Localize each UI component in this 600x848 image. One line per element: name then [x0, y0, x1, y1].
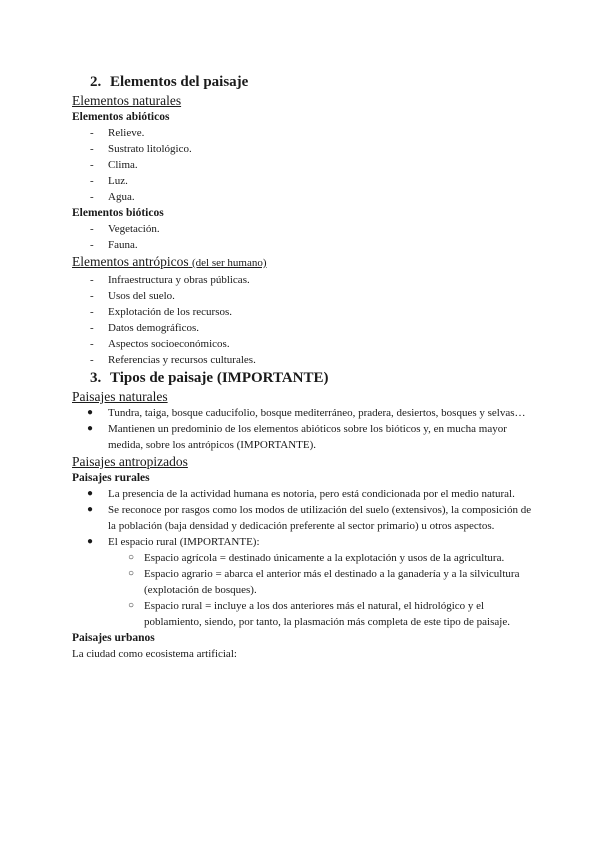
list-item-text: Espacio rural = incluye a los dos anteriores más el natural, el hidrológico y el poblamiento, siendo, por tanto, la plasmación más completa de este tipo de paisaje.: [144, 600, 510, 628]
paisajes-antropizados-heading: Paisajes antropizados: [72, 454, 188, 469]
list-item: [72, 486, 532, 502]
list-item-text: Mantienen un predominio de los elementos abióticos sobre los bióticos y, en mucha mayor medida, sobre los antrópicos (IMPORTANTE).: [108, 423, 507, 451]
espacio-rural-list: [72, 550, 532, 630]
circle-bullet-icon: ○: [128, 568, 135, 579]
abioticos-list: [72, 125, 532, 205]
section-3-title: Tipos de paisaje (IMPORTANTE): [110, 370, 329, 386]
list-item: - Relieve.: [72, 125, 532, 141]
elementos-antropicos-heading: [72, 253, 532, 272]
list-item: [72, 405, 532, 421]
antropicos-list: [72, 272, 532, 368]
list-item: - Luz.: [72, 173, 532, 189]
list-item: - Sustrato litológico.: [72, 141, 532, 157]
list-item: - Vegetación.: [72, 221, 532, 237]
list-item: - Clima.: [72, 157, 532, 173]
bullet-icon: ●: [87, 504, 94, 515]
list-item: [72, 534, 532, 550]
list-item-text: Se reconoce por rasgos como los modos de utilización del suelo (extensivos), la composición de la población (baja densidad y dedicación preferente al sector primario) u otros aspectos.: [108, 504, 532, 532]
list-item: [72, 598, 532, 630]
section-2-number: 2.: [90, 74, 102, 90]
list-item-text: Tundra, taiga, bosque caducifolio, bosque mediterráneo, pradera, desiertos, bosques y selvas…: [108, 407, 526, 419]
bullet-icon: ●: [87, 536, 94, 547]
section-2-heading: [90, 72, 532, 92]
circle-bullet-icon: ○: [128, 552, 135, 563]
list-item: [72, 566, 532, 598]
elementos-naturales-heading: Elementos naturales: [72, 93, 182, 108]
paisajes-naturales-list: [72, 405, 532, 453]
abioticos-heading: Elementos abióticos: [72, 111, 170, 123]
paisajes-urbanos-heading: Paisajes urbanos: [72, 632, 155, 644]
list-item: - Explotación de los recursos.: [72, 304, 532, 320]
list-item: - Referencias y recursos culturales.: [72, 352, 532, 368]
bioticos-heading: Elementos bióticos: [72, 207, 164, 219]
list-item: - Agua.: [72, 189, 532, 205]
list-item-text: Espacio agrícola = destinado únicamente a la explotación y usos de la agricultura.: [144, 552, 505, 564]
document-content: [72, 72, 532, 662]
list-item: - Fauna.: [72, 237, 532, 253]
list-item: - Datos demográficos.: [72, 320, 532, 336]
paisajes-rurales-list: [72, 486, 532, 550]
paisajes-urbanos-text: La ciudad como ecosistema artificial:: [72, 648, 237, 660]
section-3-heading: [90, 368, 532, 388]
list-item: - Infraestructura y obras públicas.: [72, 272, 532, 288]
list-item: - Aspectos socioeconómicos.: [72, 336, 532, 352]
list-item: [72, 502, 532, 534]
bullet-icon: ●: [87, 423, 94, 434]
list-item-text: El espacio rural (IMPORTANTE):: [108, 536, 260, 548]
list-item: [72, 550, 532, 566]
bullet-icon: ●: [87, 488, 94, 499]
bullet-icon: ●: [87, 407, 94, 418]
paisajes-naturales-heading: Paisajes naturales: [72, 389, 168, 404]
list-item-text: La presencia de la actividad humana es notoria, pero está condicionada por el medio natural.: [108, 488, 515, 500]
circle-bullet-icon: ○: [128, 600, 135, 611]
section-3-number: 3.: [90, 370, 102, 386]
antropicos-heading-text: Elementos antrópicos: [72, 254, 189, 269]
list-item: - Usos del suelo.: [72, 288, 532, 304]
bioticos-list: [72, 221, 532, 253]
paisajes-rurales-heading: Paisajes rurales: [72, 472, 150, 484]
section-2-title: Elementos del paisaje: [110, 74, 249, 90]
antropicos-note: (del ser humano): [191, 257, 267, 269]
list-item: [72, 421, 532, 453]
list-item-text: Espacio agrario = abarca el anterior más el destinado a la ganadería y a la silvicultura (explotación de bosques).: [144, 568, 520, 596]
